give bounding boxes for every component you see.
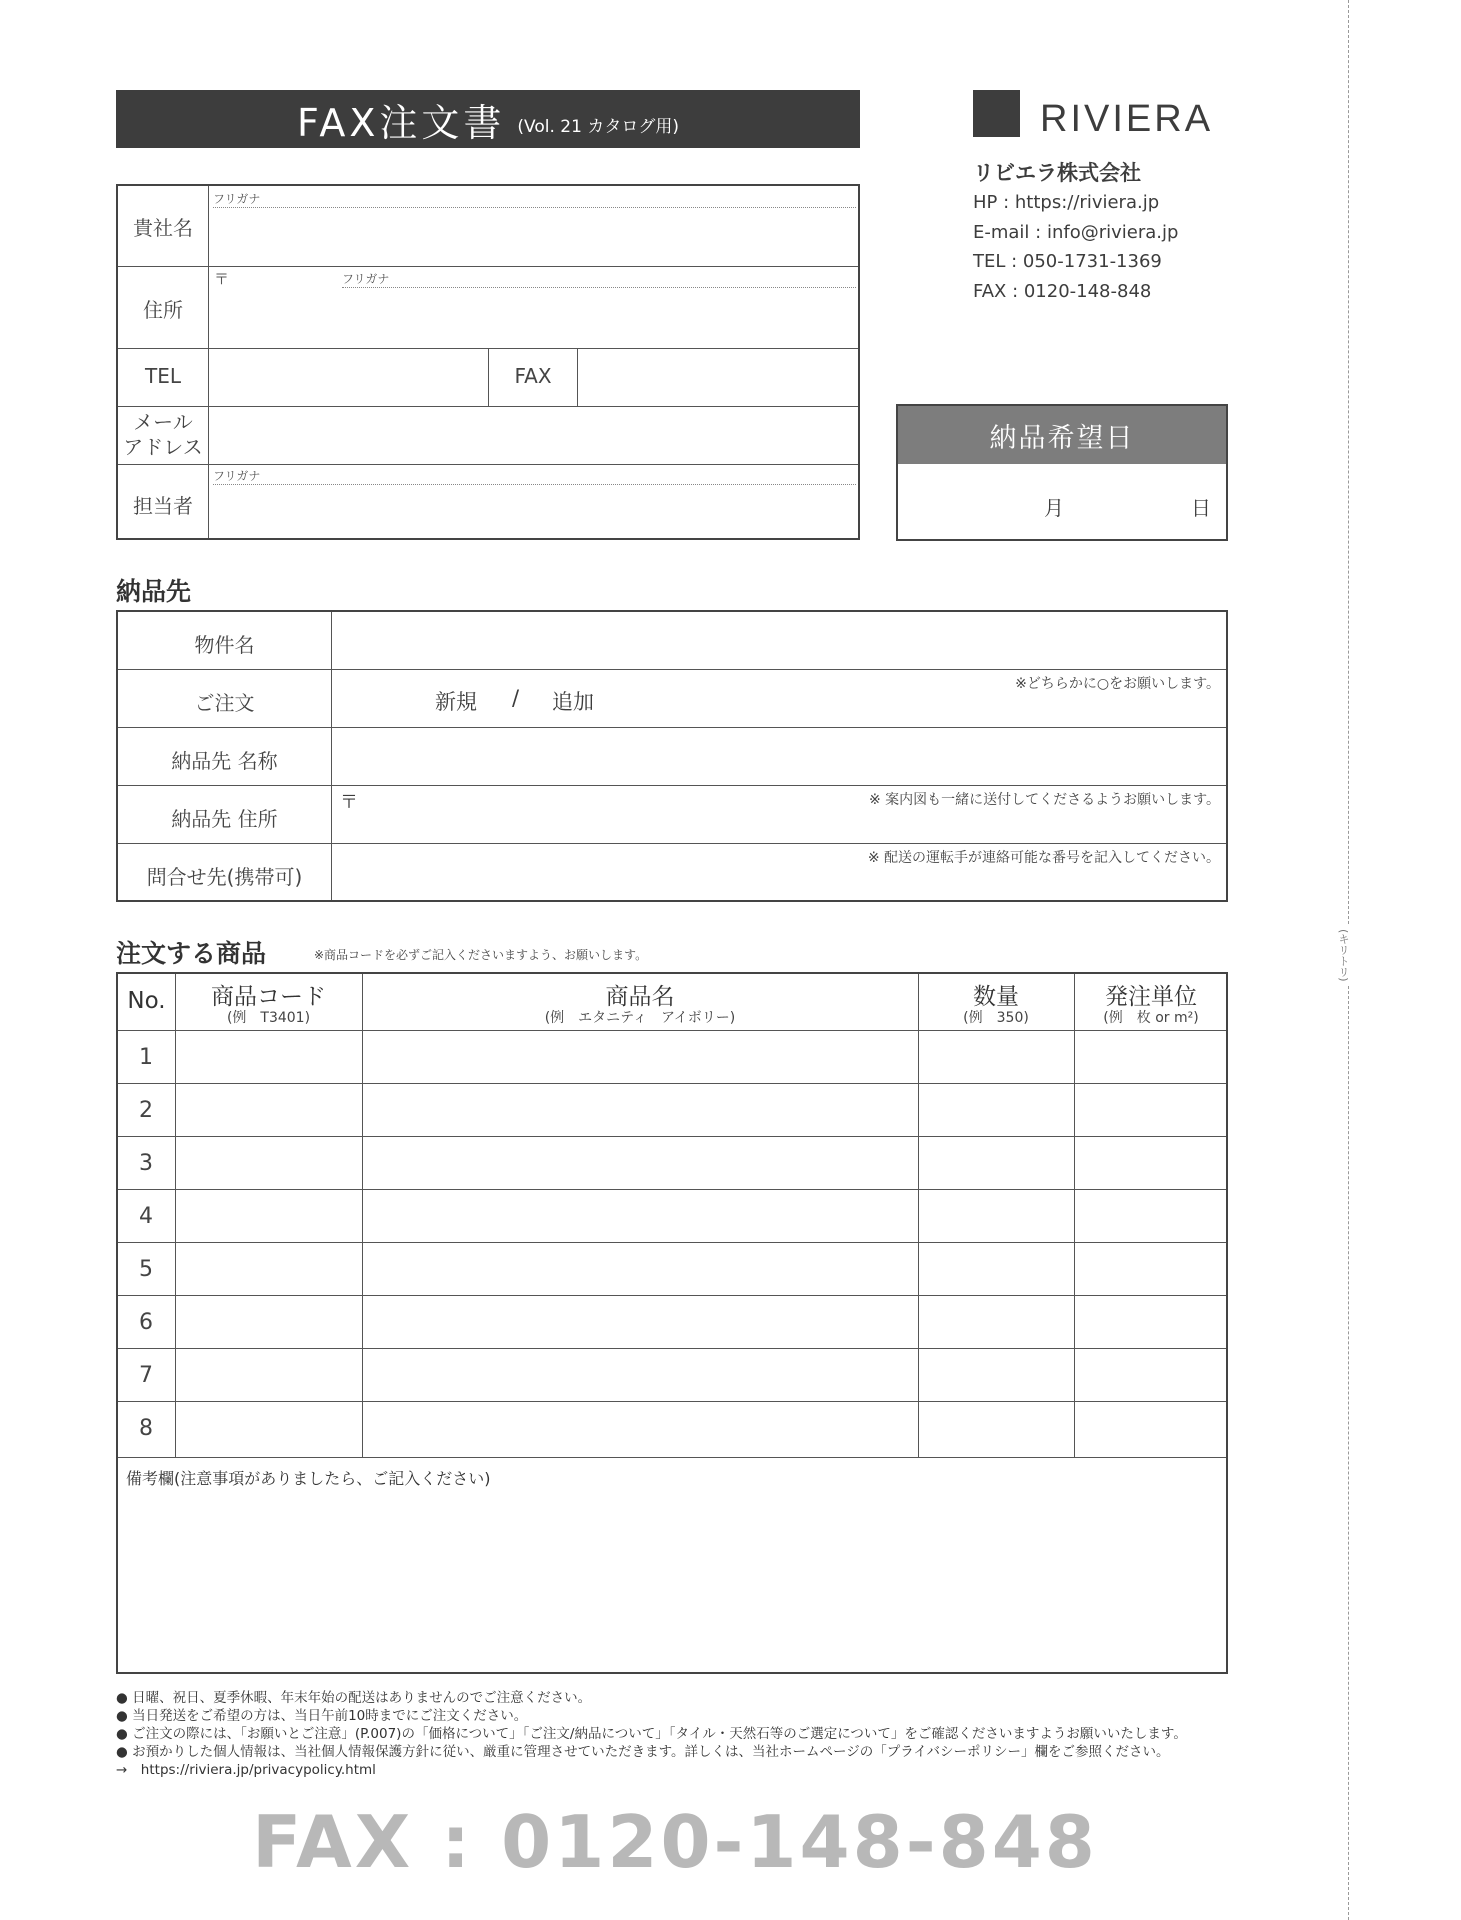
order-type-label: ご注文 [194,691,255,715]
company-hp[interactable]: HP : https://riviera.jp [973,192,1160,213]
contact-field[interactable] [333,845,1226,900]
column-example-code: (例 T3401) [226,1010,311,1026]
fax-label: FAX [514,364,552,388]
column-header-name: 商品名 [605,984,675,1010]
page-title: FAX注文書 [297,100,506,145]
company-logo: RIVIERA [1040,98,1214,140]
destination-address-field[interactable] [333,787,1226,842]
destination-address-label: 納品先 住所 [171,807,278,831]
fax-number-banner: FAX : 0120-148-848 [252,1800,1098,1884]
order-type-note: ※どちらかに○をお願いします。 [1015,676,1220,692]
row-number-1: 1 [139,1045,153,1070]
column-example-qty: (例 350) [963,1010,1029,1026]
furigana-label: フリガナ [342,272,390,286]
email-field[interactable] [210,408,858,463]
order-add-option[interactable]: 追加 [552,690,594,714]
email-label [118,410,208,460]
row-divider [118,727,1226,728]
footer-note-3: ● ご注文の際には、「お願いとご注意」(P.007)の「価格について」「ご注文/納品について」「タイル・天然石等のご選定について」をご確認くださいますようお願いいたします。 [116,1726,1187,1742]
quantity-cells[interactable] [920,1032,1073,1456]
month-label: 月 [1044,496,1064,520]
address-label: 住所 [143,298,183,322]
company-fax: FAX : 0120-148-848 [973,281,1152,302]
row-number-3: 3 [139,1151,153,1176]
tel-fax-divider [577,348,578,406]
postal-mark: 〒 [340,792,358,813]
delivery-table [116,610,1228,902]
order-table [116,972,1228,1674]
remarks-label: 備考欄(注意事項がありましたら、ご記入ください) [126,1469,491,1488]
column-example-unit: (例 枚 or m²) [1103,1010,1199,1026]
day-field[interactable] [1073,476,1183,531]
unit-cells[interactable] [1076,1032,1226,1456]
order-new-option[interactable]: 新規 [435,690,477,714]
company-name-label: 貴社名 [133,216,193,240]
page-subtitle: (Vol. 21 カタログ用) [517,116,679,137]
contact-label: 問合せ先(携帯可) [146,865,303,889]
furigana-label: フリガナ [213,192,261,206]
label-divider [331,612,332,900]
footer-note-1: ● 日曜、祝日、夏季休暇、年末年始の配送はありませんのでご注意ください。 [116,1690,592,1706]
day-label: 日 [1191,496,1211,520]
address-note: ※ 案内図も一緒に送付してくださるようお願いします。 [868,792,1220,808]
row-divider [118,1030,1226,1031]
row-divider [118,406,858,407]
destination-name-field[interactable] [333,729,1226,784]
title-bar [116,90,860,148]
furigana-line [342,287,856,288]
column-example-name: (例 エタニティ アイボリー) [544,1010,736,1026]
row-number-8: 8 [139,1416,153,1441]
remarks-field[interactable] [120,1492,1224,1670]
fax-field[interactable] [579,350,858,405]
row-number-2: 2 [139,1098,153,1123]
product-code-cells[interactable] [177,1032,361,1456]
person-field[interactable] [210,486,858,538]
company-tel: TEL : 050-1731-1369 [973,251,1162,272]
destination-name-label: 納品先 名称 [171,749,278,773]
property-field[interactable] [333,612,1226,668]
address-field[interactable] [210,290,858,346]
delivery-date-box [896,404,1228,541]
column-header-qty: 数量 [973,984,1019,1010]
person-label: 担当者 [133,494,193,518]
label-divider [208,186,209,538]
row-number-6: 6 [139,1310,153,1335]
row-number-5: 5 [139,1257,153,1282]
row-divider [118,266,858,267]
privacy-link[interactable]: → https://riviera.jp/privacypolicy.html [116,1762,376,1778]
order-separator: / [512,686,520,710]
furigana-line [213,484,856,485]
furigana-line [213,207,856,208]
delivery-date-title: 納品希望日 [898,406,1226,464]
delivery-section-title: 納品先 [116,577,192,606]
footer-note-2: ● 当日発送をご希望の方は、当日午前10時までにご注文ください。 [116,1708,528,1724]
column-divider [918,974,919,1457]
row-divider [118,785,1226,786]
tel-label: TEL [145,364,181,388]
property-label: 物件名 [194,633,255,657]
postal-mark: 〒 [214,270,230,288]
contact-note: ※ 配送の運転手が連絡可能な番号を記入してください。 [867,850,1220,866]
column-divider [175,974,176,1457]
email-label-line2: アドレス [123,435,203,459]
furigana-label: フリガナ [213,469,261,483]
column-header-code: 商品コード [211,984,326,1010]
row-number-4: 4 [139,1204,153,1229]
footer-note-4: ● お預かりした個人情報は、当社個人情報保護方針に従い、厳重に管理させていただきます。詳しくは、当社ホームページの「プライバシーポリシー」欄をご参照ください。 [116,1744,1170,1760]
row-divider [118,669,1226,670]
customer-info-table [116,184,860,540]
tel-field[interactable] [210,350,487,405]
product-name-cells[interactable] [364,1032,917,1456]
cut-label: (キリトリ) [1335,925,1351,986]
row-divider [118,843,1226,844]
month-field[interactable] [908,476,1038,531]
row-number-7: 7 [139,1363,153,1388]
column-divider [1074,974,1075,1457]
company-name-field[interactable] [210,210,858,265]
company-email[interactable]: E-mail : info@riviera.jp [973,222,1179,243]
row-divider [118,464,858,465]
row-divider [118,1457,1226,1458]
column-header-no: No. [127,988,166,1014]
column-header-unit: 発注単位 [1105,984,1197,1010]
order-section-title: 注文する商品 [116,939,267,968]
email-label-line1: メール [133,410,193,434]
logo-mark-icon [973,90,1020,137]
company-name: リビエラ株式会社 [973,161,1141,185]
column-divider [362,974,363,1457]
order-section-note: ※商品コードを必ずご記入くださいますよう、お願いします。 [314,948,648,962]
